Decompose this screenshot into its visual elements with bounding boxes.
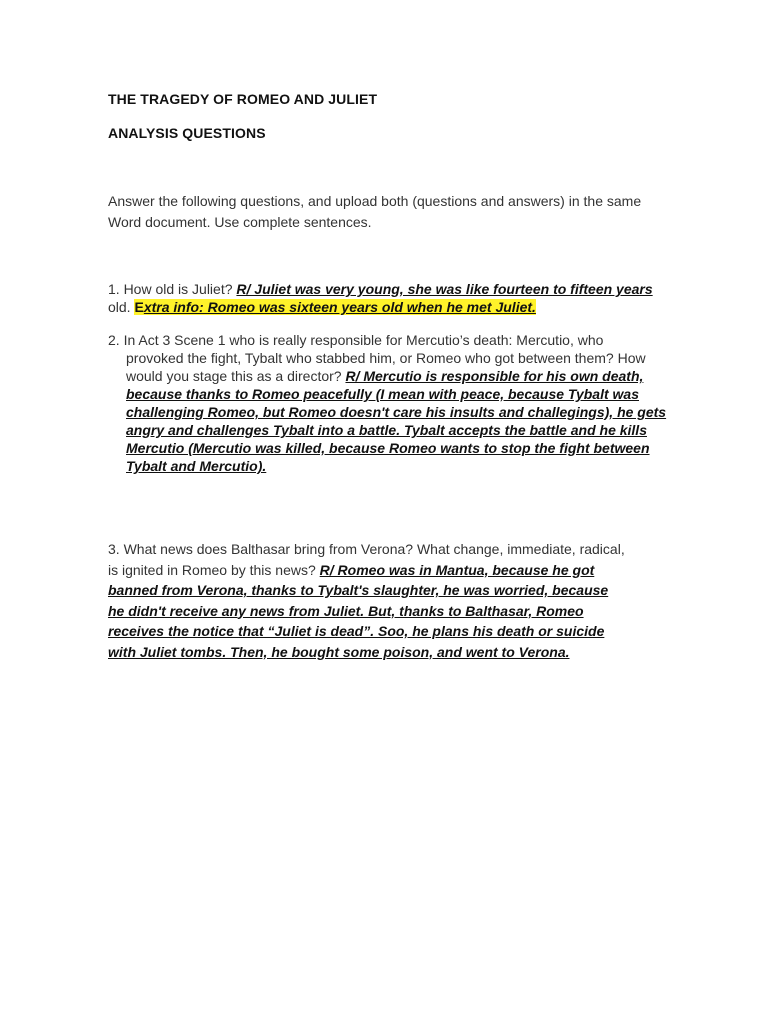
question-3-prompt: 3. What news does Balthasar bring from Verona? What change, immediate, radical, is ignited in Romeo by this news?: [108, 541, 625, 578]
question-1-answer: R/ Juliet was very young, she was like fourteen to fifteen years: [236, 281, 653, 297]
question-3: [108, 539, 628, 662]
question-2-prompt-rest: provoked the fight, Tybalt who stabbed him, or Romeo who got between them? How would you stage this as a director?: [126, 350, 646, 384]
document-subtitle: ANALYSIS QUESTIONS: [108, 125, 266, 141]
document-title: THE TRAGEDY OF ROMEO AND JULIET: [108, 91, 378, 107]
question-2: [108, 331, 668, 475]
question-2-answer: R/ Mercutio is responsible for his own death, because thanks to Romeo peacefully (I mean with peace, because Tybalt was challenging Romeo, but Romeo doesn't care his insults and challegings), he gets angry and challenges Tybalt into a battle. Tybalt accepts the battle and he kills Mercutio (Mercutio was killed, because Romeo wants to stop the fight between Tybalt and Mercutio).: [126, 368, 667, 474]
question-1-extra-info: xtra info: Romeo was sixteen years old when he met Juliet.: [143, 299, 536, 315]
instructions-paragraph: Answer the following questions, and upload both (questions and answers) in the same Word document. Use complete sentences.: [108, 193, 642, 230]
question-3-answer: R/ Romeo was in Mantua, because he got banned from Verona, thanks to Tybalt's slaughter, he was worried, because he didn't receive any news from Juliet. But, thanks to Balthasar, Romeo receives the notice that “Juliet is dead”. Soo, he plans his death or suicide with Juliet tombs. Then, he bought some poison, and went to Verona.: [108, 561, 609, 660]
question-1: [108, 280, 668, 316]
question-2-body: [108, 349, 668, 475]
question-1-highlight-lead: E: [134, 299, 144, 315]
question-1-prompt: 1. How old is Juliet?: [108, 281, 237, 297]
question-1-connector: old.: [108, 299, 135, 315]
question-2-prompt-first-line: 2. In Act 3 Scene 1 who is really responsible for Mercutio’s death: Mercutio, who: [108, 332, 604, 348]
